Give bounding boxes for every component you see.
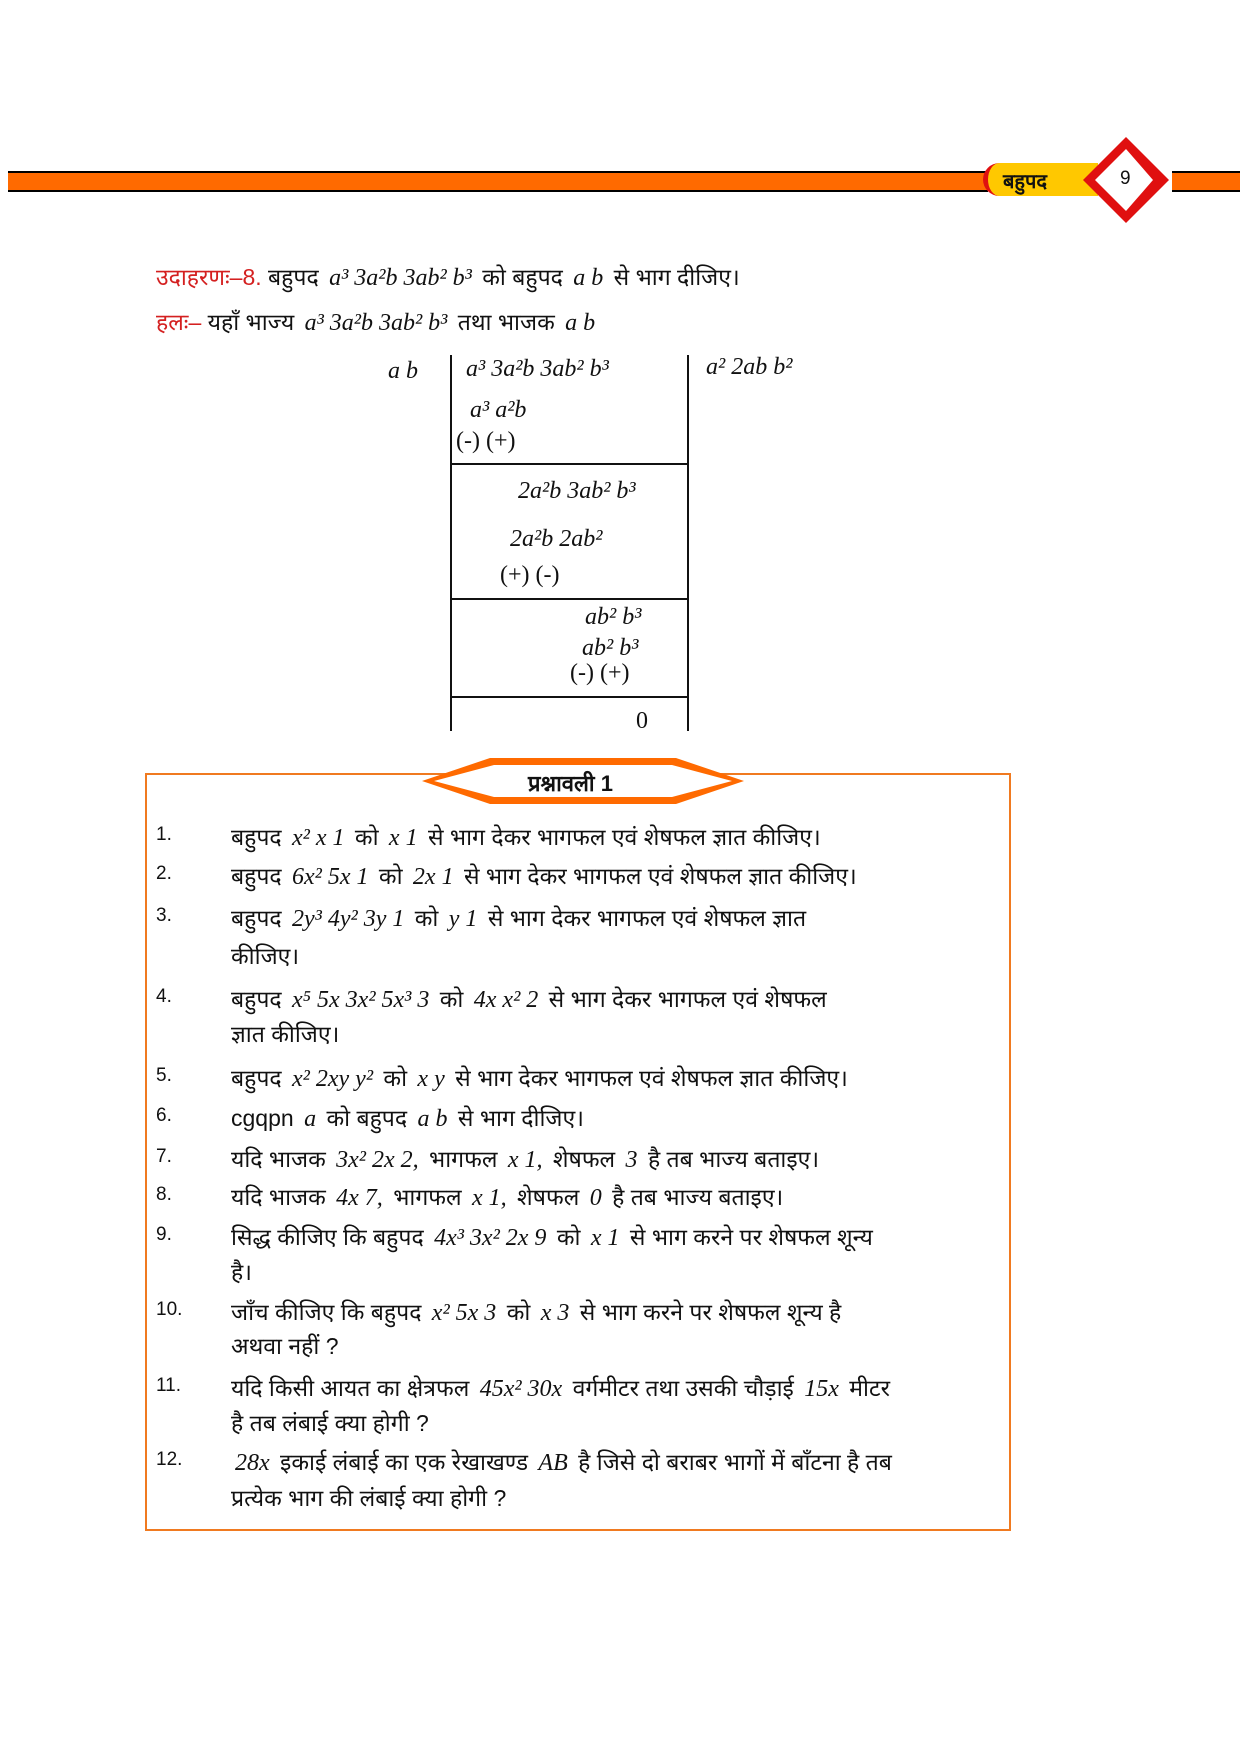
math-expression: 2x 1 (412, 864, 454, 890)
text-segment: है तब भाज्य बताइए। (612, 1184, 784, 1210)
question-line (231, 1180, 783, 1212)
text-segment: से भाग देकर भागफल एवं शेषफल ज्ञात (487, 905, 807, 931)
question-line (231, 1061, 848, 1093)
text-segment: शेषफल (552, 1146, 616, 1172)
example-question (156, 260, 740, 292)
question-line (231, 1329, 339, 1361)
text-segment: से भाग देकर भागफल एवं शेषफल ज्ञात कीजिए। (455, 1065, 848, 1091)
math-expression: x² 5x 3 (431, 1300, 497, 1326)
math-expression: 4x x² 2 (473, 987, 539, 1013)
text-segment: बहुपद (231, 1065, 282, 1091)
math-expression: a (304, 1106, 317, 1132)
text-segment: इकाई लंबाई का एक रेखाखण्ड (280, 1449, 529, 1475)
text-segment: जाँच कीजिए कि बहुपद (231, 1299, 422, 1325)
question-line (231, 1101, 584, 1133)
text-segment: से भाग करने पर शेषफल शून्य (629, 1224, 873, 1250)
text-segment: भागफल (429, 1146, 498, 1172)
text-segment: को (378, 863, 403, 889)
math-expression: x 1, (507, 1147, 543, 1173)
math-expression: 28x (235, 1450, 270, 1476)
math-expression: a b (573, 265, 604, 291)
text-segment: को (383, 1065, 408, 1091)
math-expression: AB (538, 1450, 568, 1476)
text-segment: यदि किसी आयत का क्षेत्रफल (231, 1375, 470, 1401)
math-expression: x⁵ 5x 3x² 5x³ 3 (292, 987, 430, 1013)
math-expression: 4x 7, (336, 1185, 383, 1211)
question-number: 6. (156, 1105, 172, 1126)
divisor: a b (388, 358, 418, 384)
math-expression: a b (565, 310, 596, 336)
math-expression: 6x² 5x 1 (292, 864, 369, 890)
text-segment: अथवा नहीं ? (231, 1333, 339, 1359)
math-expression: x y (417, 1066, 445, 1092)
text-segment: कीजिए। (231, 943, 300, 969)
header-rule-left (8, 171, 988, 192)
text-segment: सिद्ध कीजिए कि बहुपद (231, 1224, 424, 1250)
math-expression: 0 (589, 1185, 602, 1211)
division-left-rule (450, 355, 452, 731)
math-expression: x 1 (590, 1225, 620, 1251)
text-segment: यहाँ भाज्य (207, 309, 295, 335)
text-segment: से भाग देकर भागफल एवं शेषफल ज्ञात कीजिए। (463, 863, 857, 889)
question-number: 12. (156, 1449, 183, 1470)
text-segment: से भाग करने पर शेषफल शून्य है (579, 1299, 842, 1325)
text-segment: बहुपद (268, 264, 319, 290)
text-segment: बहुपद (231, 863, 282, 889)
text-segment: बहुपद (231, 986, 282, 1012)
remainder1: 2a²b 3ab² b³ (518, 478, 636, 504)
text-segment: वर्गमीटर तथा उसकी चौड़ाई (572, 1375, 794, 1401)
remainder2: ab² b³ (585, 604, 642, 630)
text-segment: शेषफल (517, 1184, 580, 1210)
text-segment: से भाग दीजिए। (613, 264, 740, 290)
signs2: (+) (-) (500, 562, 560, 588)
text-segment: यदि भाजक (231, 1146, 326, 1172)
dividend: a³ 3a²b 3ab² b³ (466, 356, 609, 382)
text-segment: है तब भाज्य बताइए। (647, 1146, 820, 1172)
division-right-rule (687, 355, 689, 731)
step1: a³ a²b (470, 397, 527, 423)
question-line (231, 1371, 890, 1403)
question-line (231, 901, 806, 933)
text-segment: बहुपद (231, 905, 282, 931)
signs1: (-) (+) (456, 428, 516, 454)
math-expression: x 1, (472, 1185, 507, 1211)
question-line (231, 1255, 252, 1287)
math-expression: 15x (804, 1376, 839, 1402)
math-expression: 4x³ 3x² 2x 9 (434, 1225, 547, 1251)
question-line (231, 1220, 873, 1252)
math-expression: x² 2xy y² (292, 1066, 374, 1092)
math-expression: x² x 1 (292, 825, 345, 851)
question-number: 2. (156, 863, 172, 884)
text-segment: यदि भाजक (231, 1184, 326, 1210)
question-line (231, 1481, 506, 1513)
example-label: उदाहरणः–8. (156, 264, 262, 290)
text-segment: को (439, 986, 464, 1012)
math-expression: y 1 (448, 906, 478, 932)
question-number: 11. (156, 1375, 182, 1396)
signs3: (-) (+) (570, 660, 630, 686)
page-number: 9 (1120, 168, 1131, 189)
question-number: 4. (156, 986, 172, 1007)
math-expression: 2y³ 4y² 3y 1 (292, 906, 405, 932)
question-number: 10. (156, 1299, 183, 1320)
text-segment: को (556, 1224, 581, 1250)
text-segment: से भाग देकर भागफल एवं शेषफल ज्ञात कीजिए। (427, 824, 821, 850)
text-segment: से भाग दीजिए। (457, 1105, 584, 1131)
text-segment: है तब लंबाई क्या होगी ? (231, 1410, 429, 1436)
division-rule (450, 696, 689, 698)
text-segment: ज्ञात कीजिए। (231, 1021, 340, 1047)
final-remainder: 0 (636, 708, 648, 734)
step3: ab² b³ (582, 635, 639, 661)
text-segment: को बहुपद (326, 1105, 408, 1131)
division-rule (450, 598, 689, 600)
math-expression: 3 (625, 1147, 638, 1173)
math-expression: a³ 3a²b 3ab² b³ (304, 310, 448, 336)
math-expression: a³ 3a²b 3ab² b³ (329, 265, 472, 291)
example-solution (156, 305, 599, 337)
text-segment: है। (231, 1259, 252, 1285)
step2: 2a²b 2ab² (510, 526, 603, 552)
exercise-title: प्रश्नावली 1 (528, 771, 613, 796)
math-expression: 45x² 30x (479, 1376, 563, 1402)
question-number: 5. (156, 1065, 172, 1086)
question-number: 9. (156, 1224, 172, 1245)
chapter-title: बहुपद (1003, 171, 1048, 193)
text-segment: cgqpn (231, 1105, 294, 1131)
question-line (231, 982, 827, 1014)
question-line (231, 1295, 841, 1327)
question-line (231, 859, 857, 891)
text-segment: मीटर (849, 1375, 891, 1401)
quotient: a² 2ab b² (706, 354, 793, 380)
header-rule-right (1172, 171, 1240, 192)
math-expression: x 1 (388, 825, 418, 851)
question-line (231, 1406, 429, 1438)
question-number: 7. (156, 1146, 172, 1167)
text-segment: को (414, 905, 439, 931)
division-rule (450, 463, 689, 465)
text-segment: भागफल (393, 1184, 462, 1210)
question-line (231, 1142, 819, 1174)
question-number: 3. (156, 905, 172, 926)
text-segment: को (506, 1299, 531, 1325)
math-expression: x 3 (540, 1300, 570, 1326)
question-line (231, 820, 821, 852)
text-segment: प्रत्येक भाग की लंबाई क्या होगी ? (231, 1485, 507, 1511)
text-segment: से भाग देकर भागफल एवं शेषफल (548, 986, 827, 1012)
question-line (231, 1017, 339, 1049)
text-segment: बहुपद (231, 824, 282, 850)
text-segment: है जिसे दो बराबर भागों में बाँटना है तब (578, 1449, 892, 1475)
text-segment: को (354, 824, 379, 850)
question-number: 8. (156, 1184, 172, 1205)
question-line (231, 1445, 892, 1477)
math-expression: a b (417, 1106, 448, 1132)
solution-label: हलः– (156, 309, 202, 335)
question-number: 1. (156, 824, 172, 845)
text-segment: को बहुपद (482, 264, 563, 290)
text-segment: तथा भाजक (457, 309, 555, 335)
math-expression: 3x² 2x 2, (336, 1147, 419, 1173)
question-line (231, 939, 299, 971)
